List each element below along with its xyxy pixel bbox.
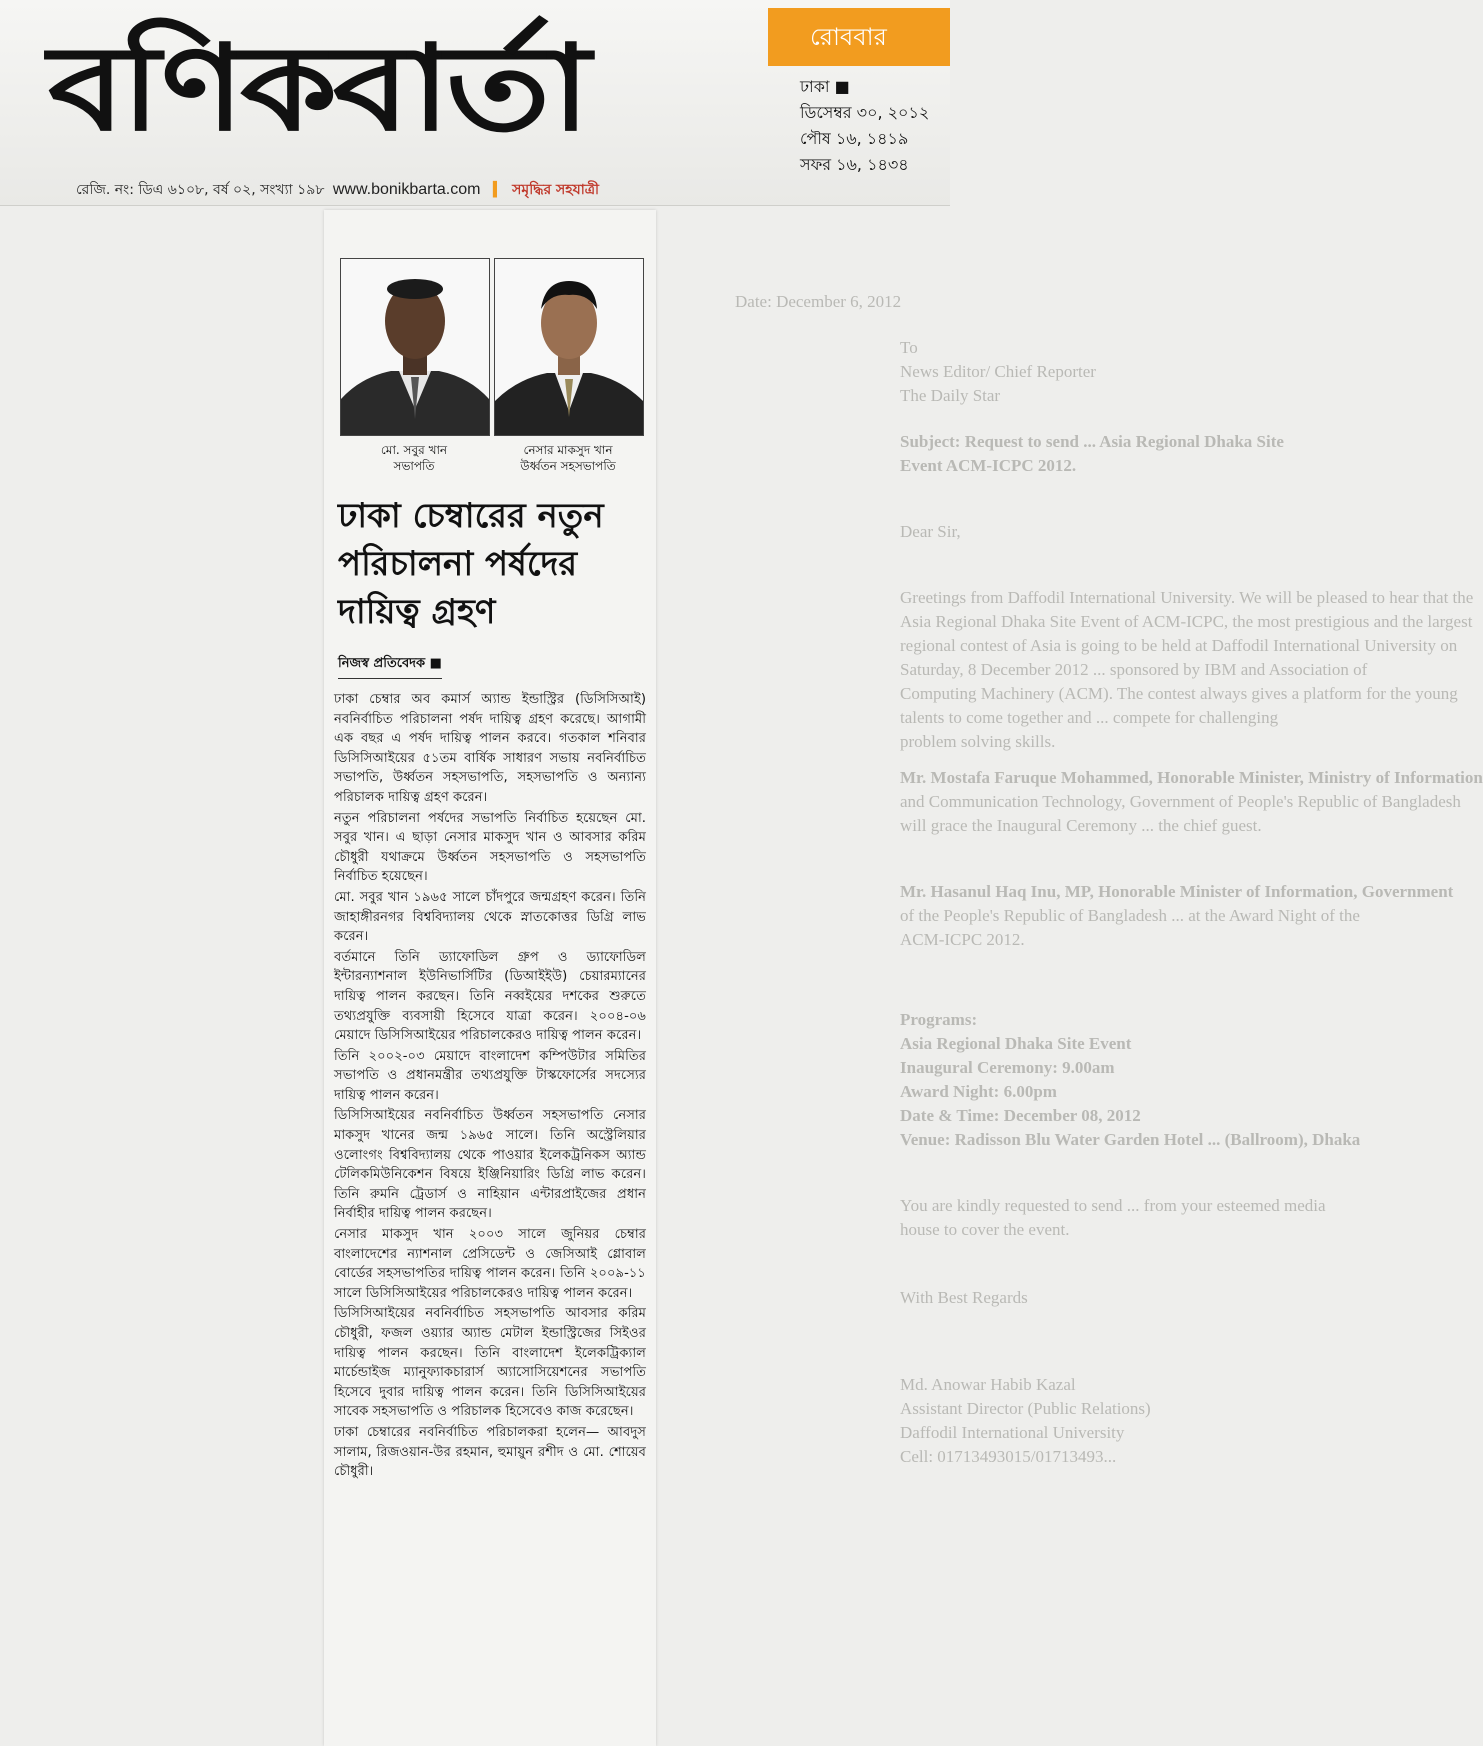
letter-signature: Assistant Director (Public Relations) — [900, 1399, 1151, 1418]
letter-line: Venue: Radisson Blu Water Garden Hotel ... (Ballroom), Dhaka — [900, 1130, 1361, 1149]
date-city: ঢাকা ■ — [800, 77, 850, 96]
article-paragraph: ঢাকা চেম্বার অব কমার্স অ্যান্ড ইন্ডাস্ট্রির (ডিসিসিআই) নবনির্বাচিত পরিচালনা পর্ষদ দায়িত্ব গ্রহণ করেছে। আগামী এক বছর এ পর্ষদ দায়িত্ব পালন করবে। গতকাল শনিবার ডিসিসিআইয়ের ৫১তম বার্ষিক সাধারণ সভায় নবনির্বাচিত সভাপতি, উর্ধ্বতন সহসভাপতি, সহসভাপতি ও অন্যান্য পরিচালক দায়িত্ব গ্রহণ করেন। — [334, 692, 646, 805]
letter-line: Saturday, 8 December 2012 ... sponsored by IBM and Association of — [900, 660, 1368, 679]
caption-name: মো. সবুর খান — [380, 443, 448, 457]
registration-line — [76, 178, 599, 202]
registration-number: রেজি. নং: ডিএ ৬১০৮, বর্ষ ০২, সংখ্যা ১৯৮ — [76, 182, 325, 198]
photo-senior-vp — [494, 258, 644, 436]
website-link[interactable]: www.bonikbarta.com — [332, 181, 481, 198]
caption-title: উর্ধ্বতন সহসভাপতি — [520, 459, 616, 473]
letter-salutation: Dear Sir, — [900, 522, 961, 541]
caption-senior-vp — [491, 442, 645, 474]
letter-to: The Daily Star — [900, 386, 1001, 405]
article-body — [334, 690, 646, 1483]
letter-line: Inaugural Ceremony: 9.00am — [900, 1058, 1115, 1077]
article-paragraph: তিনি ২০০২-০৩ মেয়াদে বাংলাদেশ কম্পিউটার সমিতির সভাপতি ও প্রধানমন্ত্রীর তথ্যপ্রযুক্তি টাস্কফোর্সের সদস্যের দায়িত্ব পালন করেন। — [334, 1048, 646, 1103]
article-paragraph: ডিসিসিআইয়ের নবনির্বাচিত উর্ধ্বতন সহসভাপতি নেসার মাকসুদ খানের জন্ম ১৯৬৫ সালে। তিনি অস্ট্রেলিয়ার ওলোংগং বিশ্ববিদ্যালয় থেকে পাওয়ার ইলেকট্রনিকস অ্যান্ড টেলিকমিউনিকেশন বিষয়ে ইঞ্জিনিয়ারিং ডিগ্রি লাভ করেন। তিনি রুমনি ট্রেডার্স ও নাহিয়ান এন্টারপ্রাইজের প্রধান নির্বাহীর দায়িত্ব পালন করছেন। — [334, 1108, 646, 1222]
portrait-icon — [495, 259, 643, 435]
letter-line: Asia Regional Dhaka Site Event of ACM-ICPC, the most prestigious and the largest — [900, 612, 1473, 631]
letter-date: Date: December 6, 2012 — [735, 292, 902, 311]
article-paragraph: মো. সবুর খান ১৯৬৫ সালে চাঁদপুরে জন্মগ্রহণ করেন। তিনি জাহাঙ্গীরনগর বিশ্ববিদ্যালয় থেকে স্নাতকোত্তর ডিগ্রি লাভ করেন। — [334, 889, 646, 945]
article-paragraph: বর্তমানে তিনি ড্যাফোডিল গ্রুপ ও ড্যাফোডিল ইন্টারন্যাশনাল ইউনিভার্সিটির (ডিআইইউ) চেয়ারম্যানের দায়িত্ব পালন করছেন। তিনি নব্বইয়ের দশকের শুরুতে তথ্যপ্রযুক্তি ব্যবসায়ী হিসেবে যাত্রা করেন। ২০০৪-০৬ মেয়াদে ডিসিসিআইয়ের পরিচালকেরও দায়িত্ব পালন করেন। — [334, 949, 646, 1044]
letter-line: of the People's Republic of Bangladesh ... at the Award Night of the — [900, 906, 1360, 925]
letter-line: Asia Regional Dhaka Site Event — [900, 1034, 1132, 1053]
letter-closing: With Best Regards — [900, 1288, 1028, 1307]
letter-to: To — [900, 338, 918, 357]
article-paragraph: নেসার মাকসুদ খান ২০০৩ সালে জুনিয়র চেম্বার বাংলাদেশের ন্যাশনাল প্রেসিডেন্ট ও জেসিআই গ্লোবাল বোর্ডের সহসভাপতির দায়িত্ব পালন করেন। তিনি ২০০৯-১১ সালে ডিসিসিআইয়ের পরিচালকেরও দায়িত্ব পালন করেন। — [334, 1227, 646, 1301]
letter-line: You are kindly requested to send ... from your esteemed media — [900, 1196, 1326, 1215]
letter-line: Award Night: 6.00pm — [900, 1082, 1057, 1101]
article-paragraph: ঢাকা চেম্বারের নবনির্বাচিত পরিচালকরা হলেন— আবদুস সালাম, রিজওয়ান-উর রহমান, হুমায়ুন রশীদ ও মো. শোয়েব চৌধুরী। — [334, 1424, 646, 1480]
article-headline: ঢাকা চেম্বারের নতুন পরিচালনা পর্ষদের দায়িত্ব গ্রহণ — [338, 496, 604, 632]
date-gregorian: ডিসেম্বর ৩০, ২০১২ — [800, 103, 930, 122]
letter-line: will grace the Inaugural Ceremony ... the chief guest. — [900, 816, 1262, 835]
caption-title: সভাপতি — [393, 459, 435, 473]
letter-line: talents to come together and ... compete for challenging — [900, 708, 1279, 727]
newspaper-logo: বণিকবার্তা — [48, 19, 587, 157]
letter-signature: Md. Anowar Habib Kazal — [900, 1375, 1076, 1394]
letter-line: problem solving skills. — [900, 732, 1056, 751]
article-paragraph: নতুন পরিচালনা পর্ষদের সভাপতি নির্বাচিত হয়েছেন মো. সবুর খান। এ ছাড়া নেসার মাকসুদ খান ও আবসার করিম চৌধুরী যথাক্রমে উর্ধ্বতন সহসভাপতি ও সহসভাপতি নির্বাচিত হয়েছেন। — [334, 810, 646, 885]
letter-line: Mr. Hasanul Haq Inu, MP, Honorable Minister of Information, Government — [900, 882, 1454, 901]
date-hijri: সফর ১৬, ১৪৩৪ — [800, 155, 909, 174]
letter-line: ACM-ICPC 2012. — [900, 930, 1025, 949]
article-clipping — [324, 210, 656, 1746]
separator-icon: ▍ — [492, 182, 504, 198]
caption-president — [337, 442, 491, 474]
tagline: সমৃদ্ধির সহযাত্রী — [512, 182, 600, 198]
photo-president — [340, 258, 490, 436]
letter-line: house to cover the event. — [900, 1220, 1070, 1239]
newspaper-masthead — [0, 0, 950, 206]
letter-line: Date & Time: December 08, 2012 — [900, 1106, 1141, 1125]
letter-line: and Communication Technology, Government of People's Republic of Bangladesh — [900, 792, 1461, 811]
dateline — [800, 74, 929, 178]
letter-line: regional contest of Asia is going to be held at Daffodil International University on — [900, 636, 1458, 655]
portrait-icon — [341, 259, 489, 435]
article-byline: নিজস্ব প্রতিবেদক ■ — [338, 654, 442, 679]
letter-line: Mr. Mostafa Faruque Mohammed, Honorable Minister, Ministry of Information — [900, 768, 1483, 787]
letter-line: Greetings from Daffodil International University. We will be pleased to hear that the — [900, 588, 1474, 607]
letter-subject: Subject: Request to send ... Asia Regional Dhaka Site — [900, 432, 1284, 451]
caption-name: নেসার মাকসুদ খান — [523, 443, 613, 457]
letter-to: News Editor/ Chief Reporter — [900, 362, 1096, 381]
article-paragraph: ডিসিসিআইয়ের নবনির্বাচিত সহসভাপতি আবসার করিম চৌধুরী, ফজল ওয়্যার অ্যান্ড মেটাল ইন্ডাস্ট্রিজের সিইওর দায়িত্ব পালন করছেন। তিনি বাংলাদেশ ইলেকট্রিক্যাল মার্চেন্ডাইজ ম্যানুফ্যাকচারার্স অ্যাসোসিয়েশনের সভাপতি হিসেবে দুবার দায়িত্ব পালন করেন। তিনি ডিসিসিআইয়ের সাবেক সহসভাপতি ও পরিচালক হিসেবেও কাজ করেছেন। — [334, 1306, 646, 1420]
letter-signature: Daffodil International University — [900, 1423, 1125, 1442]
day-badge: রোববার — [768, 8, 950, 66]
letter-line: Computing Machinery (ACM). The contest always gives a platform for the young — [900, 684, 1458, 703]
letter-signature: Cell: 01713493015/01713493... — [900, 1447, 1117, 1466]
letter-line: Programs: — [900, 1010, 978, 1029]
date-bengali: পৌষ ১৬, ১৪১৯ — [800, 129, 909, 148]
letter-subject: Event ACM-ICPC 2012. — [900, 456, 1077, 475]
